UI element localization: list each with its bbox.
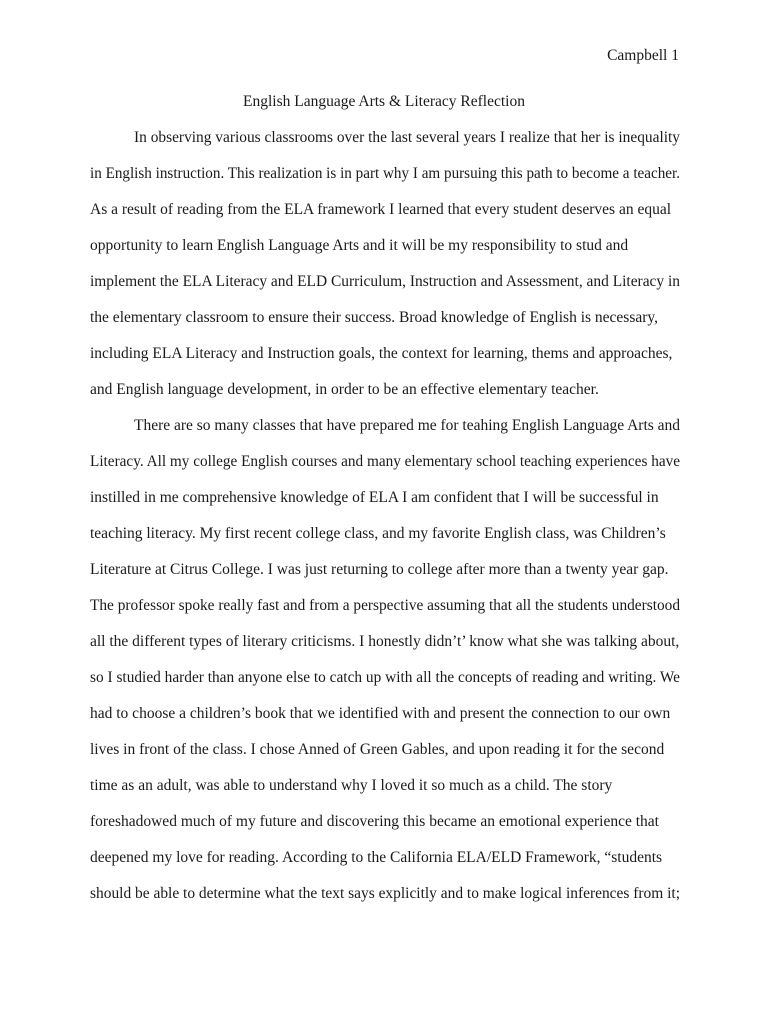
running-head: Campbell 1 [607, 47, 679, 64]
paragraph-line: and English language development, in order to be an effective elementary teacher. [90, 381, 599, 398]
paragraph-line: the elementary classroom to ensure their success. Broad knowledge of English is necessary, [90, 309, 659, 326]
paragraph-line: opportunity to learn English Language Arts and it will be my responsibility to stud and [90, 237, 629, 254]
paragraph-line: time as an adult, was able to understand why I loved it so much as a child. The story [90, 777, 613, 794]
paragraph-line: deepened my love for reading. According to the California ELA/ELD Framework, “students [90, 849, 663, 866]
paragraph-line: instilled in me comprehensive knowledge of ELA I am confident that I will be successful in [90, 489, 659, 506]
paragraph-line: lives in front of the class. I chose Anned of Green Gables, and upon reading it for the second [90, 741, 665, 758]
paragraph-first-line: In observing various classrooms over the last several years I realize that her is inequality [134, 129, 680, 146]
document-title: English Language Arts & Literacy Reflection [243, 93, 525, 110]
paragraph-line: in English instruction. This realization is in part why I am pursuing this path to become a teacher. [90, 165, 680, 182]
paragraph-line: teaching literacy. My first recent college class, and my favorite English class, was Children’s [90, 525, 666, 542]
paragraph-line: implement the ELA Literacy and ELD Curriculum, Instruction and Assessment, and Literacy in [90, 273, 680, 290]
paragraph-line: had to choose a children’s book that we identified with and present the connection to our own [90, 705, 671, 722]
paragraph [90, 416, 680, 920]
paragraph-line: foreshadowed much of my future and discovering this became an emotional experience that [90, 813, 659, 830]
paragraph-line: Literacy. All my college English courses and many elementary school teaching experiences have [90, 453, 680, 470]
document-body [90, 128, 680, 920]
paragraph-line: so I studied harder than anyone else to catch up with all the concepts of reading and writing. We [90, 669, 680, 686]
paragraph-line: As a result of reading from the ELA framework I learned that every student deserves an equal [90, 201, 672, 218]
paragraph-line: all the different types of literary criticisms. I honestly didn’t’ know what she was talking about, [90, 633, 680, 650]
paragraph-first-line: There are so many classes that have prepared me for teahing English Language Arts and [134, 417, 680, 434]
paragraph-line: including ELA Literacy and Instruction goals, the context for learning, thems and approaches, [90, 345, 673, 362]
paragraph [90, 128, 680, 416]
paragraph-line: Literature at Citrus College. I was just returning to college after more than a twenty year gap. [90, 561, 669, 578]
paragraph-line: The professor spoke really fast and from a perspective assuming that all the students understood [90, 597, 680, 614]
paragraph-line: should be able to determine what the text says explicitly and to make logical inferences from it; [90, 885, 680, 902]
